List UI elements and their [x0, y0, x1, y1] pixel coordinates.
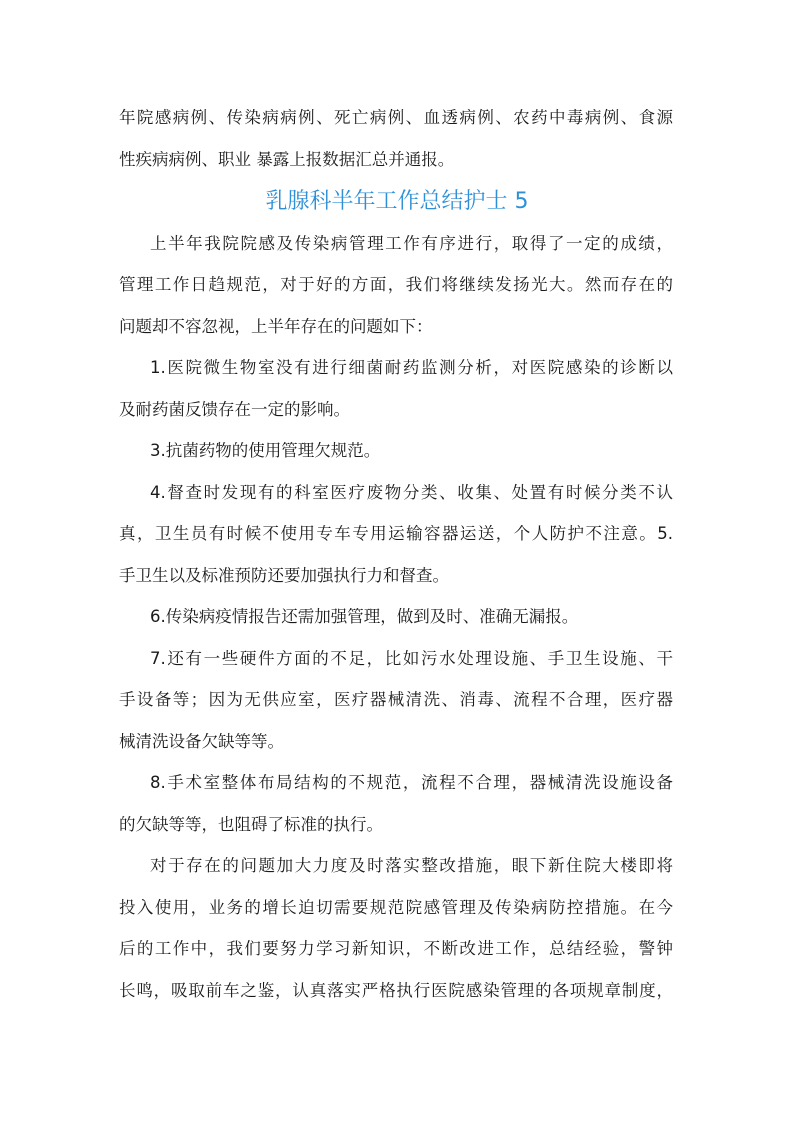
document-title: 乳腺科半年工作总结护士 5: [265, 189, 529, 214]
paragraph-line: 上半年我院院感及传染病管理工作有序进行，取得了一定的成绩，: [150, 234, 673, 253]
paragraph-line: 后的工作中，我们要努力学习新知识，不断改进工作，总结经验，警钟: [119, 939, 673, 958]
paragraph-line: 6.传染病疫情报告还需加强管理，做到及时、准确无漏报。: [150, 607, 579, 626]
paragraph-line: 长鸣，吸取前车之鉴，认真落实严格执行医院感染管理的各项规章制度，: [119, 981, 673, 1000]
paragraph-line: 7.还有一些硬件方面的不足，比如污水处理设施、手卫生设施、干: [150, 649, 673, 668]
paragraph-line: 1.医院微生物室没有进行细菌耐药监测分析，对医院感染的诊断以: [150, 358, 673, 377]
intro-line-2: 性疾病病例、职业 暴露上报数据汇总并通报。: [119, 150, 455, 169]
paragraph-line: 械清洗设备欠缺等等。: [119, 732, 284, 751]
paragraph-line: 真，卫生员有时候不使用专车专用运输容器运送，个人防护不注意。5.: [119, 524, 673, 543]
paragraph-line: 投入使用，业务的增长迫切需要规范院感管理及传染病防控措施。在今: [119, 898, 673, 917]
paragraph-line: 管理工作日趋规范，对于好的方面，我们将继续发扬光大。然而存在的: [119, 275, 673, 294]
paragraph-line: 的欠缺等等，也阻碍了标准的执行。: [119, 815, 383, 834]
paragraph-line: 手卫生以及标准预防还要加强执行力和督查。: [119, 566, 449, 585]
paragraph-line: 对于存在的问题加大力度及时落实整改措施，眼下新住院大楼即将: [150, 856, 673, 875]
paragraph-line: 问题却不容忽视，上半年存在的问题如下：: [119, 317, 433, 336]
paragraph-line: 8.手术室整体布局结构的不规范，流程不合理，器械清洗设施设备: [150, 773, 673, 792]
paragraph-line: 3.抗菌药物的使用管理欠规范。: [150, 441, 381, 460]
paragraph-line: 4.督查时发现有的科室医疗废物分类、收集、处置有时候分类不认: [150, 483, 673, 502]
intro-line-1: 年院感病例、传染病病例、死亡病例、血透病例、农药中毒病例、食源: [119, 108, 673, 127]
paragraph-line: 及耐药菌反馈存在一定的影响。: [119, 400, 350, 419]
paragraph-line: 手设备等；因为无供应室，医疗器械清洗、消毒、流程不合理，医疗器: [119, 690, 673, 709]
